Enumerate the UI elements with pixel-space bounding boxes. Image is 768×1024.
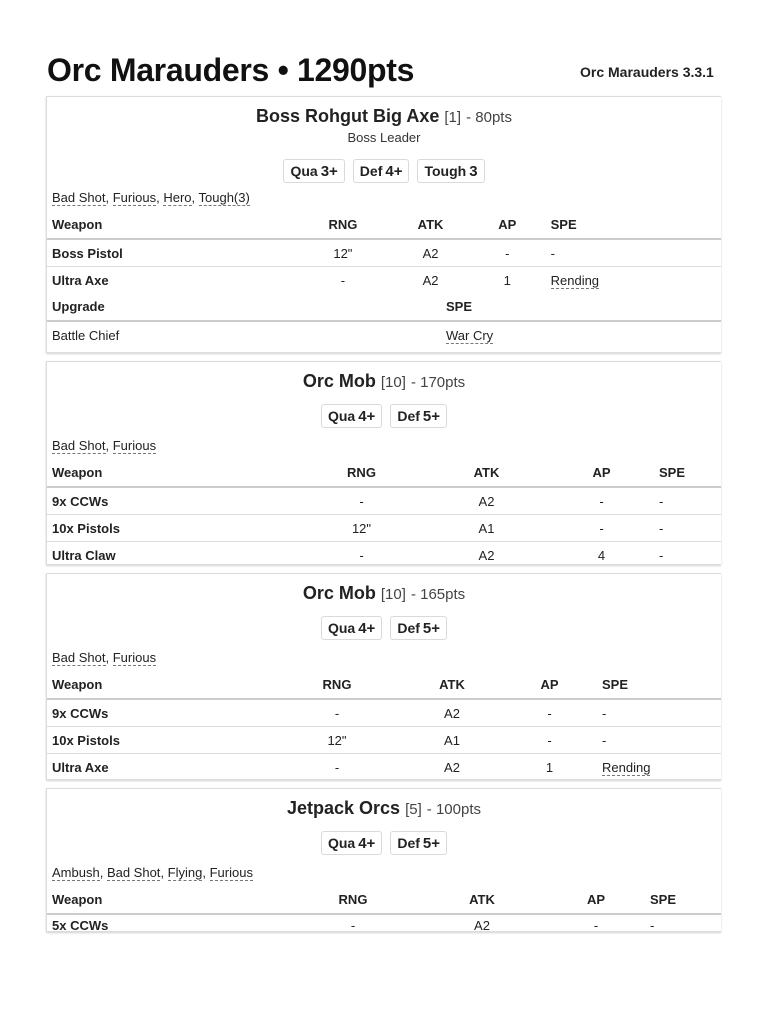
col-weapon: Weapon [47, 671, 272, 699]
stat-label: Qua [327, 408, 356, 424]
table-row [47, 699, 721, 727]
weapon-name: Boss Pistol [47, 239, 294, 267]
army-version: Orc Marauders 3.3.1 [580, 64, 714, 80]
stat-value: 5+ [422, 620, 440, 637]
rule-link[interactable]: Tough(3) [198, 190, 250, 205]
weapon-rng: - [359, 547, 364, 563]
col-atk: ATK [402, 671, 502, 699]
rule-link[interactable]: Bad Shot [52, 438, 106, 453]
stat-label: Def [397, 408, 420, 424]
weapon-ap: 1 [503, 272, 511, 288]
weapon-name: Ultra Claw [52, 547, 116, 563]
weapon-spe: - [597, 727, 721, 754]
table-row [47, 727, 721, 754]
unit-title [47, 795, 721, 821]
table-row [47, 487, 721, 515]
table-row [47, 267, 721, 294]
stat-quality [321, 616, 382, 640]
weapon-name: 10x Pistols [47, 727, 272, 754]
weapon-spe[interactable]: Rending [602, 759, 651, 775]
col-ap: AP [547, 886, 645, 914]
stat-label: Qua [290, 163, 318, 179]
stat-label: Def [397, 620, 420, 636]
weapon-rng: - [334, 759, 340, 775]
weapon-ap: - [549, 515, 654, 542]
stat-defense [390, 404, 447, 428]
special-rules: Bad Shot, Furious [52, 650, 157, 665]
weapon-atk: A2 [444, 759, 460, 775]
stat-tough [417, 159, 484, 183]
special-rules: Ambush, Bad Shot, Flying, Furious [52, 865, 253, 880]
weapon-ap: - [469, 239, 546, 267]
col-rng: RNG [289, 886, 417, 914]
weapon-spe: - [650, 918, 655, 933]
upgrade-spe-cell [441, 321, 721, 348]
col-atk: ATK [392, 211, 469, 239]
rule-link[interactable]: Ambush [52, 865, 100, 880]
weapon-rng: - [350, 918, 356, 933]
special-rules: Bad Shot, Furious [52, 438, 157, 453]
rule-link[interactable]: Hero [163, 190, 192, 205]
unit-name: Boss Rohgut Big Axe [256, 106, 440, 126]
col-spe: SPE [597, 671, 721, 699]
special-rules: Bad Shot, Furious, Hero, Tough(3) [52, 190, 250, 205]
weapon-spe-cell [546, 267, 721, 294]
stat-value: 5+ [422, 835, 440, 852]
col-weapon: Weapon [47, 211, 294, 239]
stat-quality [283, 159, 344, 183]
unit-name: Orc Mob [302, 583, 376, 603]
col-rng: RNG [272, 671, 402, 699]
stat-value: 4+ [358, 835, 376, 852]
stat-value: 4+ [385, 163, 403, 180]
rule-link[interactable]: Furious [209, 865, 253, 880]
table-header-row [47, 293, 721, 321]
weapons-table [47, 211, 721, 293]
stat-label: Qua [327, 620, 356, 636]
weapon-rng: - [272, 699, 402, 727]
rule-link[interactable]: Flying [167, 865, 203, 880]
page-header [0, 0, 768, 96]
weapon-name: Ultra Axe [52, 272, 109, 288]
weapon-rng: 12" [299, 515, 424, 542]
unit-points: - 165pts [410, 586, 466, 603]
stat-defense [353, 159, 410, 183]
weapons-table [47, 671, 721, 780]
stat-row [47, 159, 721, 183]
table-header-row [47, 886, 721, 914]
stat-row [47, 831, 721, 855]
weapon-ap: - [502, 699, 597, 727]
col-weapon: Weapon [47, 886, 289, 914]
weapon-atk: A2 [478, 547, 495, 563]
stat-quality [321, 831, 382, 855]
weapon-ap: - [549, 487, 654, 515]
col-spe: SPE [654, 459, 721, 487]
table-row [47, 542, 721, 569]
unit-title [47, 580, 721, 606]
weapon-atk: A2 [392, 239, 469, 267]
unit-size: [10] [380, 374, 406, 391]
col-rng: RNG [294, 211, 393, 239]
col-atk: ATK [417, 886, 547, 914]
unit-card [46, 361, 721, 565]
unit-card [46, 788, 721, 932]
weapon-spe-cell [597, 754, 721, 781]
table-header-row [47, 211, 721, 239]
weapon-rng: 12" [294, 239, 393, 267]
rule-link[interactable]: Bad Shot [52, 190, 106, 205]
stat-defense [390, 616, 447, 640]
stat-value: 5+ [422, 408, 440, 425]
table-header-row [47, 459, 721, 487]
unit-points: - 100pts [426, 801, 481, 818]
stat-row [47, 616, 721, 640]
weapon-atk: A2 [402, 699, 502, 727]
unit-points: - 80pts [466, 109, 512, 126]
weapon-atk: A2 [424, 487, 549, 515]
stat-label: Def [397, 835, 420, 851]
col-upgrade-spe: SPE [441, 293, 721, 321]
rule-link[interactable]: Bad Shot [106, 865, 161, 880]
weapon-ap: 4 [597, 547, 606, 563]
unit-size: [10] [380, 586, 406, 603]
col-spe: SPE [546, 211, 721, 239]
rule-link[interactable]: Furious [112, 438, 157, 453]
unit-card [46, 96, 721, 353]
table-row [47, 239, 721, 267]
unit-subtitle: Boss Leader [347, 130, 421, 145]
rule-link[interactable]: Furious [112, 650, 157, 665]
table-header-row [47, 671, 721, 699]
unit-card [46, 573, 721, 780]
stat-row [47, 404, 721, 428]
col-weapon: Weapon [47, 459, 299, 487]
weapon-spe: - [597, 699, 721, 727]
weapon-name: 9x CCWs [47, 487, 299, 515]
rule-link[interactable]: Bad Shot [52, 650, 106, 665]
table-row [47, 515, 721, 542]
col-atk: ATK [424, 459, 549, 487]
weapon-spe: - [546, 239, 721, 267]
weapon-rng: 12" [272, 727, 402, 754]
stat-quality [321, 404, 382, 428]
weapon-atk: A1 [402, 727, 502, 754]
stat-label: Tough [424, 163, 467, 179]
unit-size: [1] [444, 109, 462, 126]
table-row [47, 754, 721, 781]
unit-size: [5] [405, 801, 422, 818]
weapon-atk: A2 [422, 272, 439, 288]
weapon-ap: 1 [545, 759, 554, 775]
weapon-name: 5x CCWs [52, 918, 109, 933]
weapon-rng: - [340, 272, 346, 288]
rule-link[interactable]: Furious [112, 190, 157, 205]
stat-label: Def [359, 163, 383, 179]
unit-points: - 170pts [410, 374, 466, 391]
weapons-table [47, 459, 721, 568]
stat-value: 4+ [358, 620, 376, 637]
weapon-rng: - [299, 487, 424, 515]
unit-name: Orc Mob [302, 371, 376, 391]
weapon-spe: - [654, 487, 721, 515]
col-ap: AP [502, 671, 597, 699]
weapon-atk: A2 [474, 918, 490, 933]
col-upgrade: Upgrade [47, 293, 441, 321]
col-ap: AP [469, 211, 546, 239]
col-rng: RNG [299, 459, 424, 487]
table-row [47, 321, 721, 348]
upgrade-name: Battle Chief [52, 327, 120, 343]
col-spe: SPE [645, 886, 721, 914]
stat-value: 3 [469, 163, 478, 180]
weapon-ap: - [593, 918, 599, 933]
upgrades-table [47, 293, 721, 348]
unit-title [47, 103, 721, 129]
weapon-name: 10x Pistols [47, 515, 299, 542]
upgrade-spe[interactable]: War Cry [446, 327, 494, 343]
weapon-spe[interactable]: Rending [550, 272, 600, 288]
stat-value: 3+ [320, 163, 338, 180]
weapon-name: 9x CCWs [47, 699, 272, 727]
table-row [47, 914, 721, 938]
weapon-name: Ultra Axe [52, 759, 109, 775]
weapon-spe: - [654, 515, 721, 542]
stat-defense [390, 831, 447, 855]
stat-label: Qua [327, 835, 356, 851]
weapon-ap: - [502, 727, 597, 754]
page-title: Orc Marauders • 1290pts [47, 52, 415, 88]
col-ap: AP [549, 459, 654, 487]
weapon-spe: - [659, 547, 664, 563]
weapons-table [47, 886, 721, 938]
unit-name: Jetpack Orcs [287, 798, 401, 818]
unit-title [47, 368, 721, 394]
weapon-atk: A1 [424, 515, 549, 542]
stat-value: 4+ [358, 408, 376, 425]
